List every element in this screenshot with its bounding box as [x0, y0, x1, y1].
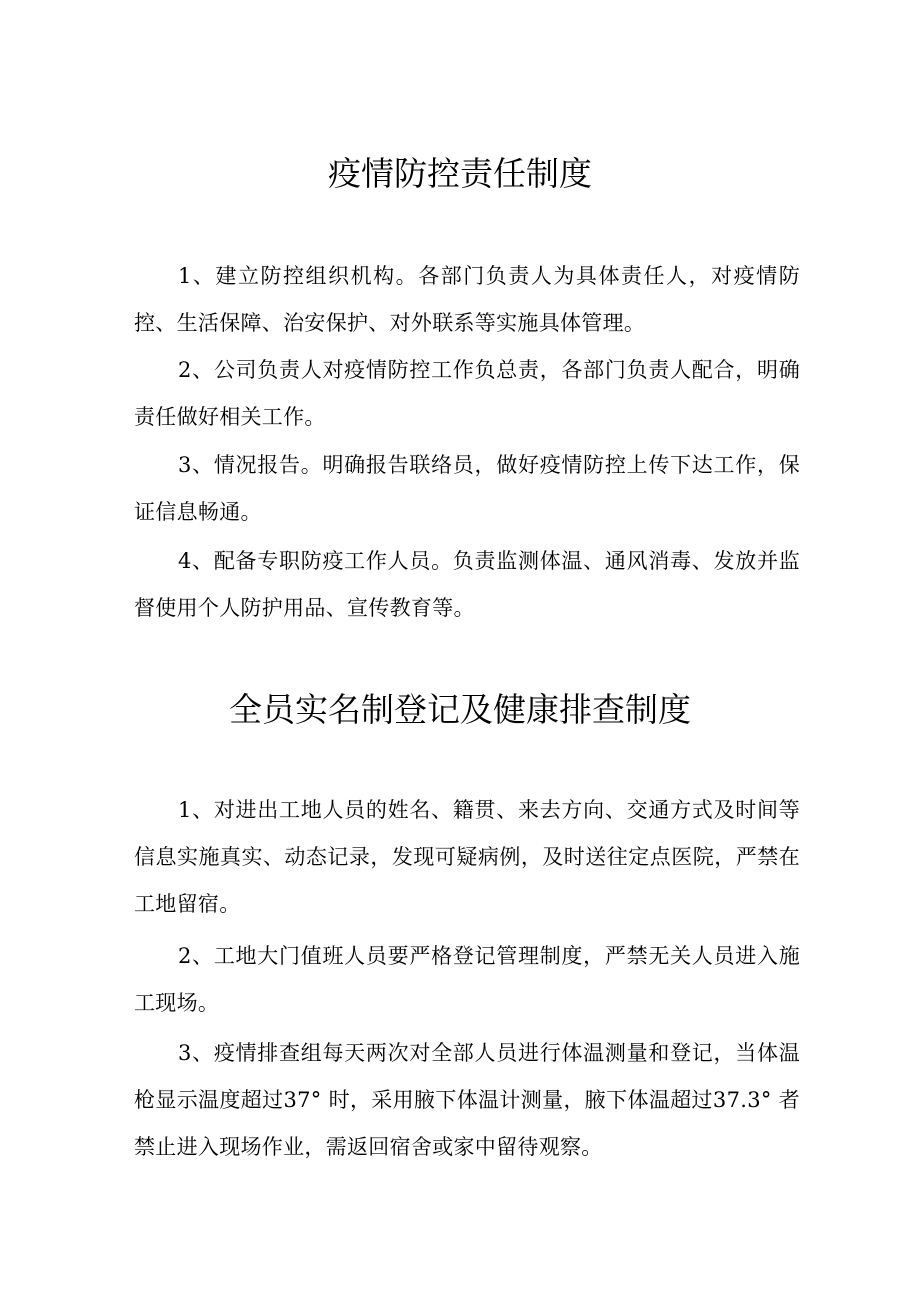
paragraph: 1、对进出工地人员的姓名、籍贯、来去方向、交通方式及时间等信息实施真实、动态记录，发现可疑病例，及时送往定点医院，严禁在工地留宿。	[134, 798, 800, 916]
paragraph: 3、情况报告。明确报告联络员，做好疫情防控上传下达工作，保证信息畅通。	[134, 453, 800, 524]
paragraph: 3、疫情排查组每天两次对全部人员进行体温测量和登记，当体温枪显示温度超过37° 时，采用腋下体温计测量，腋下体温超过37.3° 者禁止进入现场作业，需返回宿舍或家中留待观察。	[134, 1041, 800, 1159]
section-title-epidemic-responsibility: 疫情防控责任制度	[328, 154, 592, 193]
paragraph: 2、工地大门值班人员要严格登记管理制度，严禁无关人员进入施工现场。	[134, 944, 800, 1015]
section-title-registration-health-check: 全员实名制登记及健康排查制度	[229, 690, 691, 729]
paragraph: 4、配备专职防疫工作人员。负责监测体温、通风消毒、发放并监督使用个人防护用品、宣传教育等。	[134, 549, 800, 620]
paragraph: 2、公司负责人对疫情防控工作负总责，各部门负责人配合，明确责任做好相关工作。	[134, 358, 800, 429]
paragraph: 1、建立防控组织机构。各部门负责人为具体责任人，对疫情防控、生活保障、治安保护、对外联系等实施具体管理。	[134, 264, 800, 335]
